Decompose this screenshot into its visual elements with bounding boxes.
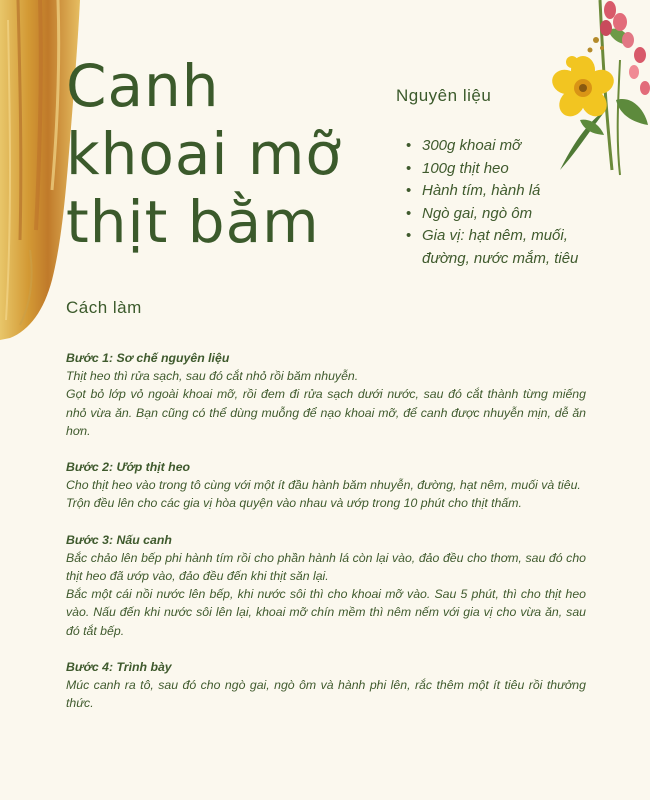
method-heading: Cách làm: [66, 298, 142, 317]
step-paragraph: Gọt bỏ lớp vỏ ngoài khoai mỡ, rồi đem đi rửa sạch dưới nước, sau đó cắt thành từng miếng nhỏ vừa ăn. Bạn cũng có thể dùng muỗng để nạo khoai mỡ, để canh được nhuyễn mịn, dễ ăn hơn.: [66, 387, 586, 438]
step-paragraph: Thịt heo thì rửa sạch, sau đó cắt nhỏ rồi băm nhuyễn.: [66, 369, 359, 384]
step-paragraph: Múc canh ra tô, sau đó cho ngò gai, ngò ôm và hành phi lên, rắc thêm một ít tiêu rồi thưởng thức.: [66, 678, 586, 711]
step-4: [66, 658, 586, 713]
step-title: Bước 3: Nấu canh: [66, 532, 172, 547]
ingredients-list: [404, 135, 604, 270]
ingredient-item: • Gia vị: hạt nêm, muối, đường, nước mắm, tiêu: [404, 225, 604, 270]
recipe-title: [66, 52, 342, 256]
ingredient-item: • Ngò gai, ngò ôm: [404, 203, 604, 226]
step-title: Bước 1: Sơ chế nguyên liệu: [66, 351, 230, 365]
step-title: Bước 2: Ướp thịt heo: [66, 460, 191, 475]
title-line-2: khoai mỡ: [66, 120, 342, 188]
step-paragraph: Bắc một cái nồi nước lên bếp, khi nước sôi thì cho khoai mỡ vào. Sau 5 phút, thì cho thịt heo vào. Nấu đến khi nước sôi lên lại, khoai mỡ chín mềm thì nêm nếm với gia vị cho vừa ăn, sau đó tắt bếp.: [66, 587, 586, 638]
method-steps: [66, 349, 586, 730]
step-3: [66, 531, 586, 640]
step-title: Bước 4: Trình bày: [66, 659, 172, 674]
ingredient-item: • 100g thịt heo: [404, 158, 604, 181]
step-paragraph: Cho thịt heo vào trong tô cùng với một ít đầu hành băm nhuyễn, đường, hạt nêm, muối và tiêu.: [66, 478, 581, 493]
ingredient-item: • 300g khoai mỡ: [404, 135, 604, 158]
title-line-1: Canh: [66, 52, 220, 120]
title-line-3: thịt bằm: [66, 188, 320, 256]
ingredient-item: • Hành tím, hành lá: [404, 180, 604, 203]
step-paragraph: Bắc chảo lên bếp phi hành tím rồi cho phần hành lá còn lại vào, đảo đều cho thơm, sau đó cho thịt heo đã ướp vào, đảo đều đến khi thịt săn lại.: [66, 550, 586, 584]
step-paragraph: Trộn đều lên cho các gia vị hòa quyện vào nhau và ướp trong 10 phút cho thịt thấm.: [66, 496, 522, 511]
step-1: [66, 349, 586, 440]
ingredients-heading: Nguyên liệu: [396, 86, 492, 105]
step-2: [66, 458, 586, 513]
